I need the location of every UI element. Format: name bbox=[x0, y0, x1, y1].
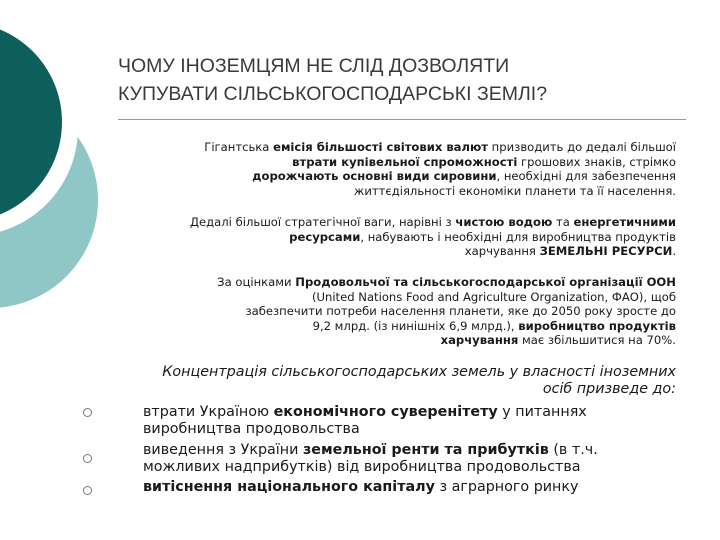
text-line: осіб призведе до: bbox=[542, 380, 676, 397]
ring-bullet-icon bbox=[83, 486, 92, 495]
text-line: (United Nations Food and Agriculture Organization, ФАО), щоб bbox=[311, 289, 676, 304]
text-line: життєдіяльності економіки планети та її населення. bbox=[353, 183, 676, 198]
text-line: 9,2 млрд. (із нинішніх 6,9 млрд.), виробництво продуктів bbox=[312, 318, 676, 333]
ring-bullet-icon bbox=[83, 454, 92, 463]
title-divider bbox=[118, 119, 686, 120]
text-line: Концентрація сільськогосподарських земель у власності іноземних bbox=[162, 364, 676, 380]
text-line: харчування ЗЕМЕЛЬНІ РЕСУРСИ. bbox=[464, 244, 676, 258]
text-line: втрати купівельної спроможності грошових знаків, стрімко bbox=[292, 154, 676, 169]
list-item-text: виведення з України земельної ренти та прибутків (в т.ч. можливих надприбутків) від виробництва продовольства bbox=[143, 442, 598, 475]
title-line-2: КУПУВАТИ СІЛЬСЬКОГОСПОДАРСЬКІ ЗЕМЛІ? bbox=[118, 83, 548, 105]
text-line: Гігантська емісія більшості світових валют призводить до дедалі більшої bbox=[204, 140, 676, 154]
paragraph-currency-emission bbox=[120, 140, 676, 198]
text-line: дорожчають основні види сировини, необхідні для забезпечення bbox=[252, 169, 676, 183]
text-line: ресурсами, набувають і необхідні для виробництва продуктів bbox=[289, 229, 676, 244]
text-line: харчування має збільшитися на 70%. bbox=[440, 333, 676, 347]
consequences-intro bbox=[118, 364, 676, 397]
text-line: За оцінками Продовольчої та сільськогосподарської організації ООН bbox=[217, 275, 676, 289]
text-line: забезпечити потреби населення планети, яке до 2050 року зросте до bbox=[245, 304, 676, 318]
paragraph-land-resources bbox=[100, 215, 676, 259]
text-line: Дедалі більшої стратегічної ваги, нарівні з чистою водою та енергетичними bbox=[189, 215, 676, 229]
ring-bullet-icon bbox=[83, 408, 92, 417]
list-item-text: втрати Україною економічного суверенітету у питаннях виробництва продовольства bbox=[143, 404, 587, 437]
list-item-text: витіснення національного капіталу з аграрного ринку bbox=[143, 479, 579, 495]
title-line-1: ЧОМУ ІНОЗЕМЦЯМ НЕ СЛІД ДОЗВОЛЯТИ bbox=[118, 55, 510, 77]
page-title bbox=[118, 52, 698, 108]
paragraph-fao-estimate bbox=[110, 275, 676, 348]
decorative-circles bbox=[0, 0, 110, 420]
